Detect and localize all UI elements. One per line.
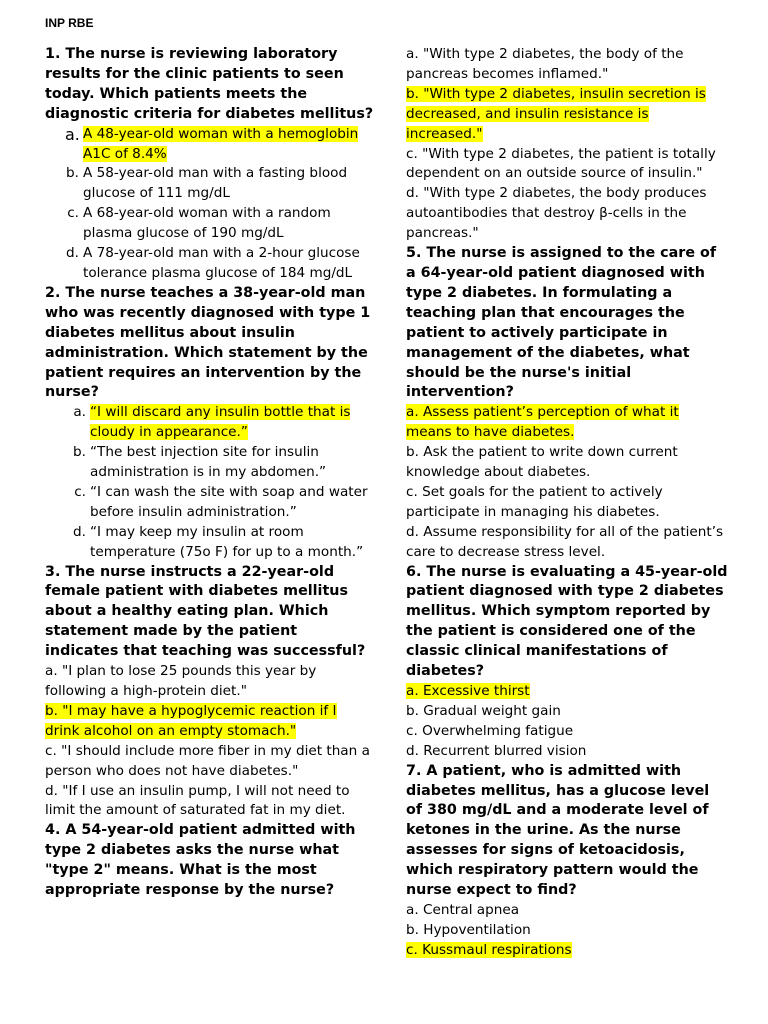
question-5-option-d: d. Assume responsibility for all of the patient’s care to decrease stress level.	[406, 523, 724, 560]
document-header: INP RBE	[45, 16, 94, 30]
question-5-stem: 5. The nurse is assigned to the care of a 64-year-old patient diagnosed with type 2 diabetes. In formulating a teaching plan that encourages the patient to actively participate in management of the diabetes, what should be the nurse's initial intervention?	[406, 245, 717, 401]
question-2-option-a: a. “I will discard any insulin bottle that is cloudy in appearance.”	[73, 404, 351, 441]
question-6-option-d: d. Recurrent blurred vision	[406, 742, 587, 759]
highlighted-answer: A 48-year-old woman with a hemoglobin A1C of 8.4%	[83, 125, 359, 162]
question-7	[406, 762, 728, 961]
question-2-option-c: c. “I can wash the site with soap and water before insulin administration.”	[74, 483, 368, 520]
question-7-option-b: b. Hypoventilation	[406, 921, 531, 938]
highlighted-answer: “I will discard any insulin bottle that is cloudy in appearance.”	[90, 404, 351, 441]
question-4-option-c: c. "With type 2 diabetes, the patient is totally dependent on an outside source of insulin."	[406, 145, 716, 182]
question-2-option-d: d. “I may keep my insulin at room temperature (75o F) for up to a month.”	[73, 523, 364, 560]
left-column	[45, 45, 375, 901]
question-4	[45, 821, 375, 901]
question-5-option-b: b. Ask the patient to write down current knowledge about diabetes.	[406, 444, 678, 481]
question-2-stem: 2. The nurse teaches a 38-year-old man who was recently diagnosed with type 1 diabetes mellitus about insulin administration. Which statement by the patient requires an intervention by the nurse?	[45, 284, 371, 401]
question-3-option-d: d. "If I use an insulin pump, I will not need to limit the amount of saturated fat in my diet.	[45, 782, 350, 819]
question-1-option-c: c. A 68-year-old woman with a random plasma glucose of 190 mg/dL	[67, 205, 331, 242]
question-4-options	[406, 45, 728, 244]
question-7-option-a: a. Central apnea	[406, 901, 520, 918]
highlighted-answer: c. Kussmaul respirations	[406, 941, 572, 958]
question-4-option-a: a. "With type 2 diabetes, the body of the pancreas becomes inflamed."	[406, 46, 684, 82]
question-3-option-a: a. "I plan to lose 25 pounds this year by following a high-protein diet."	[45, 663, 317, 699]
question-3-stem: 3. The nurse instructs a 22-year-old female patient with diabetes mellitus about a healthy eating plan. Which statement made by the patient indicates that teaching was successful?	[45, 563, 366, 660]
question-7-stem: 7. A patient, who is admitted with diabetes mellitus, has a glucose level of 380 mg/dL and a moderate level of ketones in the urine. As the nurse assesses for signs of ketoacidosis, which respiratory pattern would the nurse expect to find?	[406, 762, 710, 899]
highlighted-answer: a. Assess patient’s perception of what it means to have diabetes.	[406, 404, 679, 441]
question-4-stem: 4. A 54-year-old patient admitted with type 2 diabetes asks the nurse what "type 2" means. What is the most appropriate response by the nurse?	[45, 822, 356, 899]
question-5	[406, 244, 728, 563]
question-2-option-b: b. “The best injection site for insulin administration is in my abdomen.”	[73, 444, 327, 481]
question-1-option-d: d. A 78-year-old man with a 2-hour glucose tolerance plasma glucose of 184 mg/dL	[66, 245, 360, 281]
question-6-option-c: c. Overwhelming fatigue	[406, 722, 574, 739]
question-1-option-b: b. A 58-year-old man with a fasting blood glucose of 111 mg/dL	[66, 165, 348, 202]
question-1-stem: 1. The nurse is reviewing laboratory results for the clinic patients to seen today. Which patients meets the diagnostic criteria for diabetes mellitus?	[45, 46, 374, 122]
question-6-option-b: b. Gradual weight gain	[406, 702, 561, 719]
question-1-option-a: a. A 48-year-old woman with a hemoglobin A1C of 8.4%	[65, 124, 359, 162]
question-6-stem: 6. The nurse is evaluating a 45-year-old patient diagnosed with type 2 diabetes mellitus. Which symptom reported by the patient is considered one of the classic clinical manifestations of diabetes?	[406, 563, 728, 680]
question-6	[406, 563, 728, 762]
right-column	[406, 45, 728, 961]
question-3	[45, 563, 375, 822]
question-1	[45, 45, 375, 284]
highlighted-answer: b. "I may have a hypoglycemic reaction if I drink alcohol on an empty stomach."	[45, 702, 337, 739]
question-5-option-c: c. Set goals for the patient to actively participate in managing his diabetes.	[406, 483, 663, 520]
question-3-option-c: c. "I should include more fiber in my diet than a person who does not have diabetes."	[45, 742, 370, 779]
highlighted-answer: b. "With type 2 diabetes, insulin secretion is decreased, and insulin resistance is increased."	[406, 85, 706, 142]
question-2	[45, 284, 375, 563]
highlighted-answer: a. Excessive thirst	[406, 683, 530, 699]
question-4-option-d: d. "With type 2 diabetes, the body produces autoantibodies that destroy β-cells in the pancreas."	[406, 185, 707, 242]
